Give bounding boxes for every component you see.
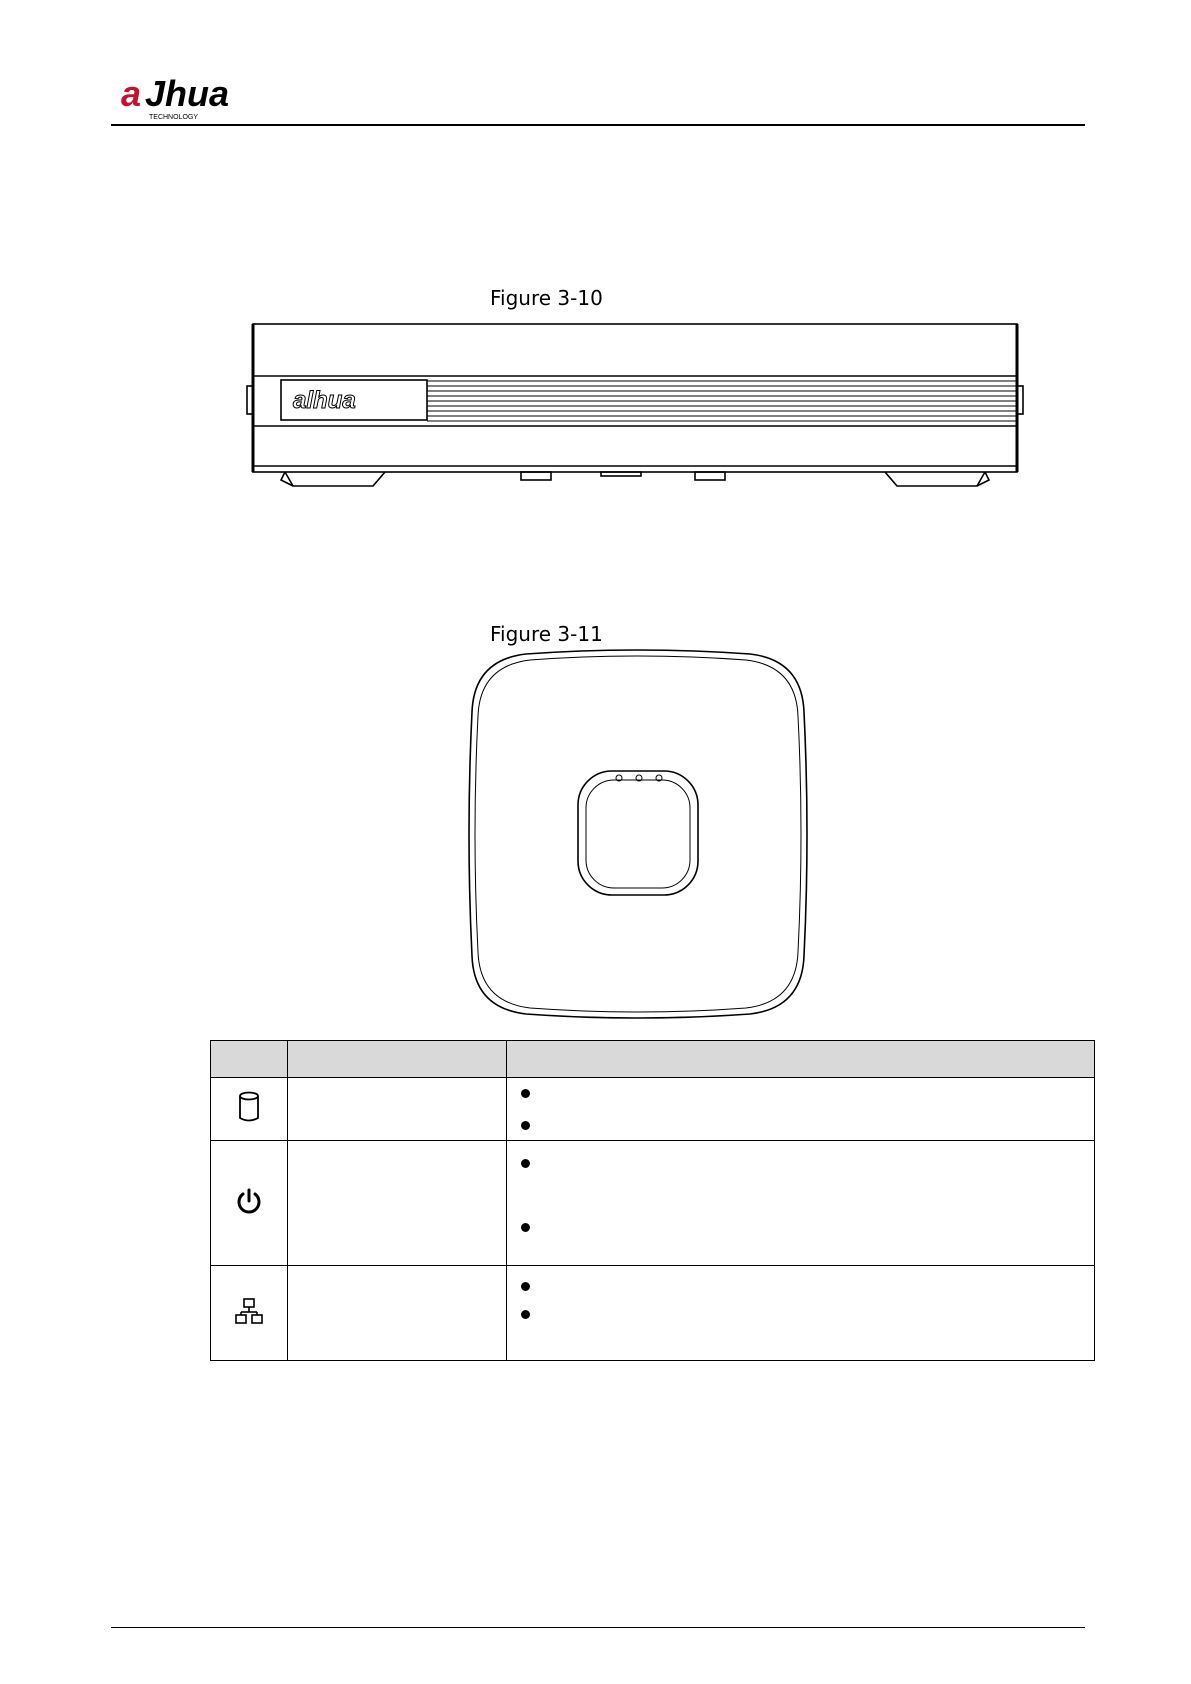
row-description	[507, 1141, 1095, 1266]
dahua-logo	[121, 72, 256, 122]
device-logo: alhua	[293, 387, 356, 414]
indicator-table	[210, 1040, 1095, 1361]
bullet	[521, 1083, 1094, 1103]
figure-caption: Figure 3-11	[490, 622, 603, 646]
device-top-view-illustration	[466, 646, 810, 1022]
bullet	[521, 1276, 1094, 1296]
table-row	[211, 1078, 1095, 1141]
footer-rule	[111, 1627, 1085, 1628]
logo-text-rest: Jhua	[145, 73, 230, 114]
row-name	[287, 1078, 506, 1141]
bullet	[521, 1153, 1094, 1173]
figure-caption: Figure 3-10	[490, 286, 603, 310]
device-front-view-illustration	[245, 318, 1025, 493]
row-name	[287, 1141, 506, 1266]
row-name	[287, 1266, 506, 1361]
bullet	[521, 1115, 1094, 1135]
header-rule	[111, 124, 1085, 126]
hdd-icon	[211, 1078, 288, 1141]
bullet	[521, 1217, 1094, 1237]
header-icon	[211, 1041, 288, 1078]
table-row	[211, 1141, 1095, 1266]
network-icon	[211, 1266, 288, 1361]
row-description	[507, 1078, 1095, 1141]
table-row	[211, 1266, 1095, 1361]
row-description	[507, 1266, 1095, 1361]
table-header-row	[211, 1041, 1095, 1078]
bullet	[521, 1304, 1094, 1324]
power-icon	[211, 1141, 288, 1266]
header-description	[507, 1041, 1095, 1078]
header-name	[287, 1041, 506, 1078]
logo-subtext: TECHNOLOGY	[149, 114, 199, 121]
logo-text: a	[121, 73, 142, 114]
